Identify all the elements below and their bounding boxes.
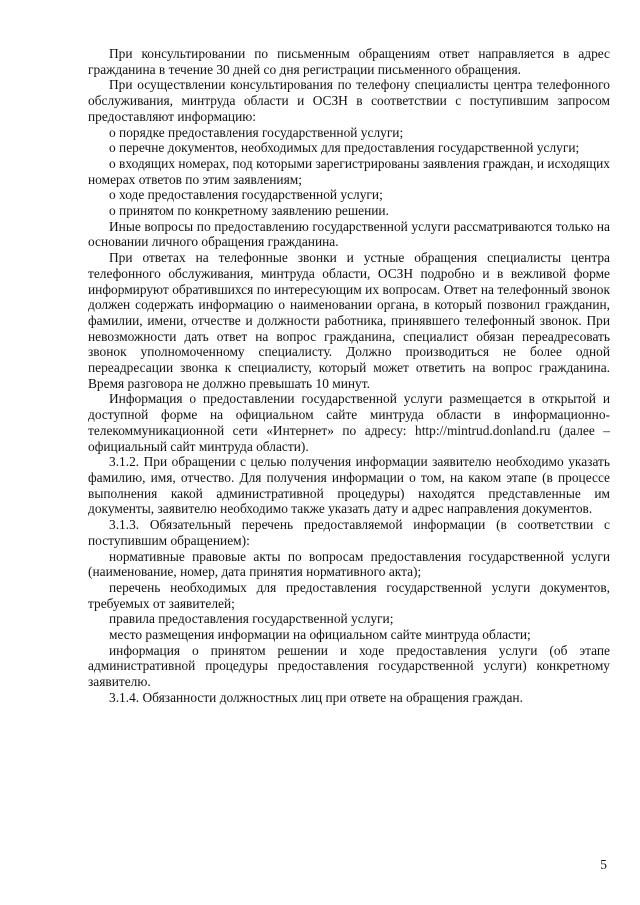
- paragraph-written-reply-term: При консультировании по письменным обращениям ответ направляется в адрес гражданина в течение 30 дней со дня регистрации письменного обращения.: [88, 46, 610, 77]
- list-item-website-location: место размещения информации на официальном сайте минтруда области;: [109, 627, 531, 643]
- paragraph-phone-answers: При ответах на телефонные звонки и устные обращения специалисты центра телефонного обслуживания, минтруда области, ОСЗН подробно и в вежливой форме информируют обратившихся по интересующим их вопросам. Ответ на телефонный звонок должен содержать информацию о наименовании органа, в который позвонил гражданин, фамилии, имени, отчестве и должности работника, принявшего телефонный звонок. При невозможности дать ответ на вопрос гражданина, специалист обязан переадресовать звонок уполномоченному специалисту. Должно производиться не более одной переадресации звонка к специалисту, который может ответить на вопрос гражданина. Время разговора не должно превышать 10 минут.: [88, 250, 610, 391]
- list-item-decision-info: информация о принятом решении и ходе предоставления услуги (об этапе административной процедуры предоставления государственной услуги) конкретному заявителю.: [88, 642, 610, 690]
- list-item-procedure: о порядке предоставления государственной услуги;: [109, 124, 404, 140]
- list-item-required-documents: перечень необходимых для предоставления государственной услуги документов, требуемых от заявителей;: [88, 579, 610, 611]
- list-item-incoming-numbers: о входящих номерах, под которыми зарегистрированы заявления граждан, и исходящих номерах ответов по этим заявлениям;: [88, 155, 610, 187]
- paragraph-3-1-4: 3.1.4. Обязанности должностных лиц при ответе на обращения граждан.: [109, 689, 523, 705]
- page-number: 5: [600, 857, 607, 872]
- paragraph-3-1-2: 3.1.2. При обращении с целью получения информации заявителю необходимо указать фамилию, имя, отчество. Для получения информации о том, на каком этапе (в процессе выполнения какой административной процедуры) находятся представленные им документы, заявителю необходимо также указать дату и адрес направления документов.: [88, 454, 610, 517]
- paragraph-phone-consulting: При осуществлении консультирования по телефону специалисты центра телефонного обслуживания, минтруда области и ОСЗН в соответствии с поступившим запросом предоставляют информацию:: [88, 77, 610, 124]
- paragraph-other-questions: Иные вопросы по предоставлению государственной услуги рассматриваются только на основании личного обращения гражданина.: [88, 218, 610, 250]
- list-item-decision: о принятом по конкретному заявлению решении.: [109, 203, 389, 219]
- list-item-documents: о перечне документов, необходимых для предоставления государственной услуги;: [109, 140, 580, 156]
- list-item-legal-acts: нормативные правовые акты по вопросам предоставления государственной услуги (наименование, номер, дата принятия нормативного акта);: [88, 548, 610, 580]
- paragraph-3-1-3: 3.1.3. Обязательный перечень предоставляемой информации (в соответствии с поступившим обращением):: [88, 517, 610, 548]
- document-body: [88, 46, 610, 706]
- list-item-rules: правила предоставления государственной услуги;: [109, 611, 394, 627]
- list-item-progress: о ходе предоставления государственной услуги;: [109, 187, 383, 203]
- paragraph-website-info: Информация о предоставлении государственной услуги размещается в открытой и доступной форме на официальном сайте минтруда области в информационно-телекоммуникационной сети «Интернет» по адресу: http://mintrud.donland.ru (далее – официальный сайт минтруда области).: [88, 391, 610, 454]
